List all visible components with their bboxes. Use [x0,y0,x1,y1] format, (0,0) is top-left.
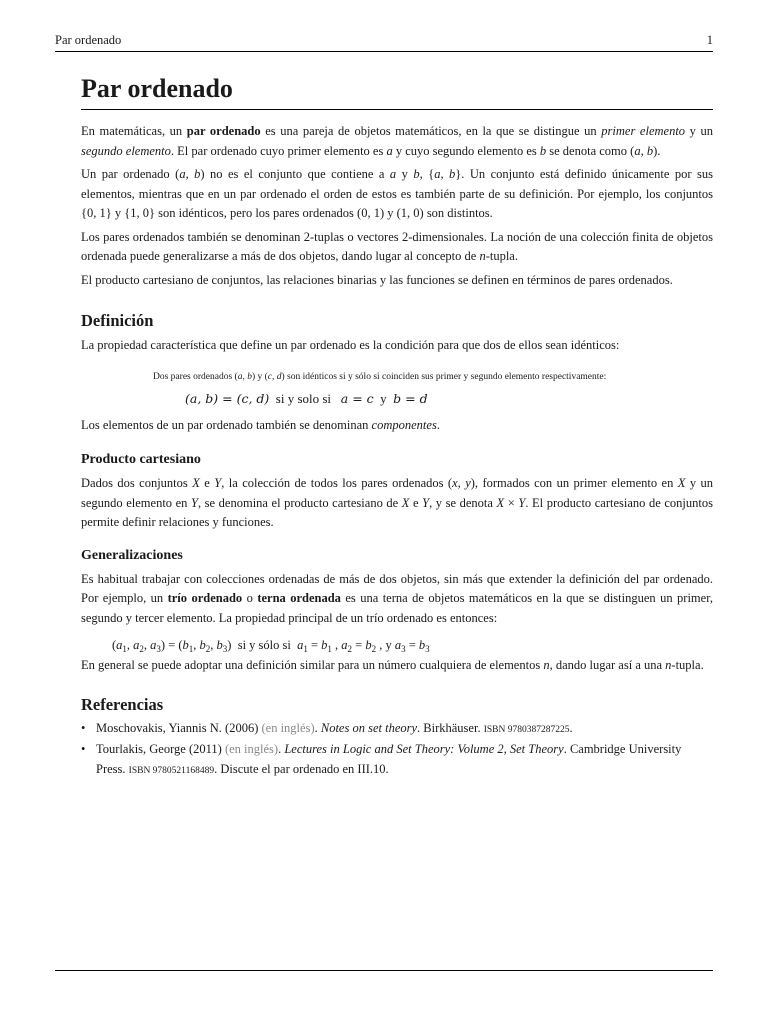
text: ) no es el conjunto que contiene a [200,167,390,181]
text: o [242,591,258,605]
math-var: a [386,143,393,158]
text: , y se denota [429,495,497,510]
term-terna-ordenada: terna ordenada [257,591,341,605]
math-var: b [247,371,252,382]
text: es una pareja de objetos matemáticos, en la que se distingue un [260,124,602,138]
section-heading-definicion: Definición [81,311,154,330]
text: Los elementos de un par ordenado también se denominan [81,417,372,432]
text: , [242,371,248,382]
text: , { [419,167,435,181]
math-var: b [365,638,372,652]
math-var: a [389,167,397,181]
reference-authors: Tourlakis, George (2011) [96,742,225,756]
page-number: 1 [706,33,713,47]
math-var: b [418,638,426,652]
math-var: d [276,371,282,382]
text: Dos pares ordenados ( [153,371,238,382]
formula-iff: si y solo si [275,390,332,406]
math-var: y [465,476,471,490]
section-heading-producto-cartesiano: Producto cartesiano [81,452,201,467]
section-heading-generalizaciones: Generalizaciones [81,547,183,563]
reference-item [81,740,713,781]
text: . [314,720,321,735]
text: , [440,167,450,181]
math-var: x [452,476,458,490]
text: , [457,476,466,490]
section-heading-referencias: Referencias [81,694,164,714]
generalizaciones-paragraph-1 [81,570,713,629]
text: . [436,417,440,432]
math-var: X [677,476,686,490]
text: , [185,167,195,181]
math-var: b [539,143,547,158]
text: , dando lugar así a una [549,658,666,672]
formula-and: , y [379,638,392,652]
math-var: a [394,638,402,652]
formula-and: y [380,390,387,406]
producto-paragraph [81,474,713,533]
running-title: Par ordenado [55,33,122,47]
subscript: 1 [327,644,332,654]
term-segundo-elemento: segundo elemento [81,143,171,158]
definicion-paragraph-1: La propiedad característica que define un par ordenado es la condición para que dos de ellos sean idénticos: [81,338,620,352]
math-var: b [646,143,654,158]
math-var: a [297,638,304,652]
reference-item [81,719,713,741]
intro-paragraph-2 [81,165,713,224]
text: ) son idénticos si y sólo si coinciden sus primer y segundo elemento respectivamente: [281,371,607,382]
text: ). [653,143,661,158]
term-componentes: componentes [371,417,437,432]
text: -tupla. [671,658,704,672]
formula-lhs: (a, b) = (c, d) [185,390,270,406]
math-var: b [413,167,420,181]
intro-paragraph-1 [81,122,713,161]
subscript: 1 [188,644,194,654]
reference-isbn: ISBN 9780387287225 [483,724,570,735]
reference-title: Notes on set theory [320,720,418,735]
math-var: c [267,371,272,382]
intro-paragraph-3 [81,228,713,267]
text: . [569,720,573,735]
math-var: Y [422,495,430,510]
math-var: a [634,143,641,158]
subscript: 2 [371,644,377,654]
math-var: b [216,638,223,652]
math-var: a [150,638,157,652]
math-var: b [449,167,456,181]
language-note: (en inglés) [224,742,279,756]
reference-title: Lectures in Logic and Set Theory: Volume 2, Set Theory [284,742,564,756]
text: }. Un conjunto está definido únicamente por sus elementos, mientras que en un par ordenado el orden de estos es también parte de su definición. Por ejemplo, los conjuntos {0, 1} y {1, 0} son idénticos, pero los pares ordenados (0, 1) y (1, 0) son distintos. [81,167,714,220]
formula-eq2: b = d [393,390,428,406]
reference-publisher: . Cambridge University Press. [96,742,682,776]
text: ), formados con un primer elemento en [470,476,678,490]
subscript: 3 [222,644,228,654]
page-title: Par ordenado [81,72,713,110]
text: , la colección de todos los pares ordenados ( [221,476,453,490]
math-var: a [133,638,140,652]
running-header [55,33,713,52]
math-var: a [179,167,186,181]
text: Dados dos conjuntos [81,476,193,490]
text: y [396,167,414,181]
text: × [504,495,519,510]
reference-publisher: . Birkhäuser. [417,720,484,735]
math-var: a [116,638,123,652]
math-var: n [665,658,672,672]
text: -tupla. [485,249,518,263]
math-var: b [194,167,201,181]
text: e [409,495,423,510]
language-note: (en inglés) [261,720,315,735]
text: Un par ordenado ( [81,167,180,181]
subscript: 1 [303,644,308,654]
subscript: 3 [156,644,161,654]
math-var: n [543,658,550,672]
text: y cuyo segundo elemento es [392,143,540,158]
text: En matemáticas, un [81,124,187,138]
text: , [271,371,277,382]
math-var: Y [518,495,526,510]
reference-isbn: ISBN 9780521168489 [128,765,215,776]
trio-formula: ($a_1$, $a_2$, $a_3) = (b_1$, $b_2$, $b_3$) si y sólo si $a_1 = b_1$ , $a_2 = b_2$ , y $a_3 = b_3$ [112,638,430,654]
math-var: b [321,638,328,652]
definicion-paragraph-2 [81,416,713,436]
formula-iff: si y sólo si [237,638,291,652]
subscript: 2 [139,644,144,654]
math-var: X [401,495,410,510]
term-trio-ordenado: trío ordenado [167,591,243,605]
subscript: 1 [122,644,127,654]
math-var: X [496,495,505,510]
text: ) y ( [251,371,268,382]
text: . El producto cartesiano de conjuntos permite definir relaciones y funciones. [81,495,713,529]
definicion-formula [81,389,713,409]
article [81,72,713,781]
math-var: Y [191,495,198,510]
term-primer-elemento: primer elemento [601,124,686,138]
math-var: n [479,249,486,263]
subscript: 2 [205,644,211,654]
text: se denota como ( [546,143,635,158]
text: , [640,143,647,158]
text: y un [685,124,714,138]
text: . Discute el par ordenado en III.10. [214,761,389,776]
math-var: b [199,638,206,652]
text: y un segundo elemento en [81,476,713,510]
math-var: a [434,167,441,181]
text: Los pares ordenados también se denominan 2-tuplas o vectores 2-dimensionales. La noción de una colección finita de objetos ordenada puede generalizarse a más de dos objetos, dando lugar al concepto de [81,229,713,263]
text: Es habitual trabajar con colecciones ordenadas de más de dos objetos, sin más que extender la definición del par ordenado. Por ejemplo, un [81,571,713,605]
generalizaciones-paragraph-2 [81,656,713,676]
footer-rule [55,970,713,971]
intro-paragraph-4: El producto cartesiano de conjuntos, las relaciones binarias y las funciones se definen en términos de pares ordenados. [81,272,673,287]
text: . El par ordenado cuyo primer elemento es [170,143,387,158]
text: En general se puede adoptar una definición similar para un número cualquiera de elementos [81,658,544,672]
text: . [278,742,285,756]
definicion-note [81,371,713,384]
math-var: X [192,476,200,490]
text: es una terna de objetos matemáticos en la que se distinguen un primer, segundo y tercer elemento. La propiedad principal de un trío ordenado es entonces: [81,591,713,625]
references-list [81,719,713,782]
subscript: 3 [401,644,406,654]
term-par-ordenado: par ordenado [186,124,261,138]
text: e [199,476,215,490]
bullet-icon: • [81,742,86,756]
text: , se denomina el producto cartesiano de [197,495,402,510]
subscript: 2 [347,644,353,654]
math-var: a [237,371,243,382]
bullet-icon: • [81,720,86,735]
reference-authors: Moschovakis, Yiannis N. (2006) [96,720,262,735]
math-var: b [182,638,189,652]
math-var: a [341,638,348,652]
math-var: Y [214,476,222,490]
formula-eq1: a = c [340,390,374,406]
subscript: 3 [425,644,430,654]
